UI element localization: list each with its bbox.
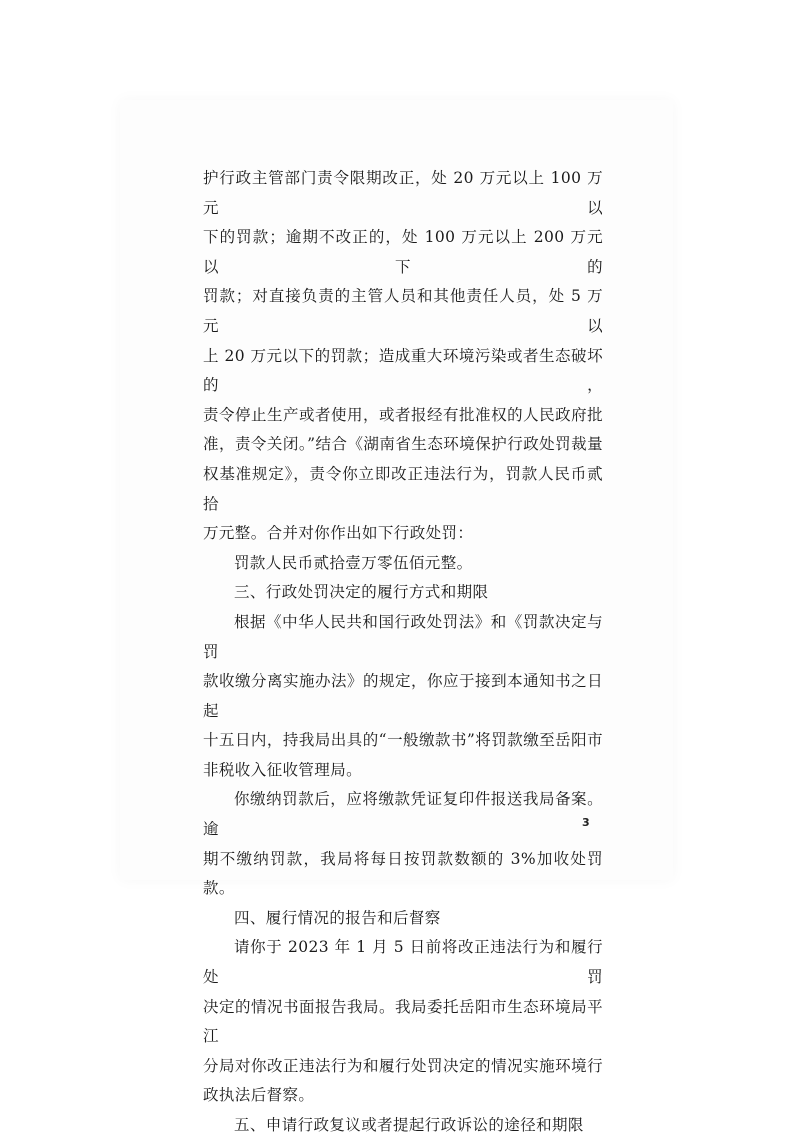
text-line: 你缴纳罚款后，应将缴款凭证复印件报送我局备案。逾 [203,790,603,839]
text-line: 上 20 万元以下的罚款；造成重大环境污染或者生态破坏的， [203,346,603,395]
page-number: 3 [582,816,590,829]
text-line: 万元整。合并对你作出如下行政处罚： [203,524,474,543]
text-line: 政执法后督察。 [203,1086,315,1105]
text-line: 五、申请行政复议或者提起行政诉讼的途径和期限 [234,1116,584,1134]
text-line: 决定的情况书面报告我局。我局委托岳阳市生态环境局平江 [203,997,603,1046]
document-body [203,164,603,1141]
text-line: 款收缴分离实施办法》的规定，你应于接到本通知书之日起 [203,672,603,720]
text-line: 十五日内，持我局出具的“一般缴款书”将罚款缴至岳阳市 [203,731,603,750]
text-line: 非税收入征收管理局。 [203,760,363,779]
text-line: 罚款人民币贰拾壹万零伍佰元整。 [234,553,473,572]
text-line: 三、行政处罚决定的履行方式和期限 [234,583,489,602]
text-line: 准，责令关闭。”结合《湖南省生态环境保护行政处罚裁量 [203,435,603,454]
text-line: 四、履行情况的报告和后督察 [234,908,441,927]
text-line: 责令停止生产或者使用，或者报经有批准权的人民政府批 [203,405,603,424]
text-line: 下的罚款；逾期不改正的，处 100 万元以上 200 万元以下的 [203,228,603,276]
text-line: 期不缴纳罚款，我局将每日按罚款数额的 3%加收处罚款。 [203,849,603,898]
text-line: 护行政主管部门责令限期改正，处 20 万元以上 100 万元以 [203,169,603,217]
text-line: 请你于 2023 年 1 月 5 日前将改正违法行为和履行处罚 [203,938,603,987]
text-line: 根据《中华人民共和国行政处罚法》和《罚款决定与罚 [203,612,603,661]
text-line: 分局对你改正违法行为和履行处罚决定的情况实施环境行 [203,1056,603,1075]
text-line: 权基准规定》，责令你立即改正违法行为，罚款人民币贰拾 [203,464,603,513]
text-line: 罚款；对直接负责的主管人员和其他责任人员，处 5 万元以 [203,287,603,335]
